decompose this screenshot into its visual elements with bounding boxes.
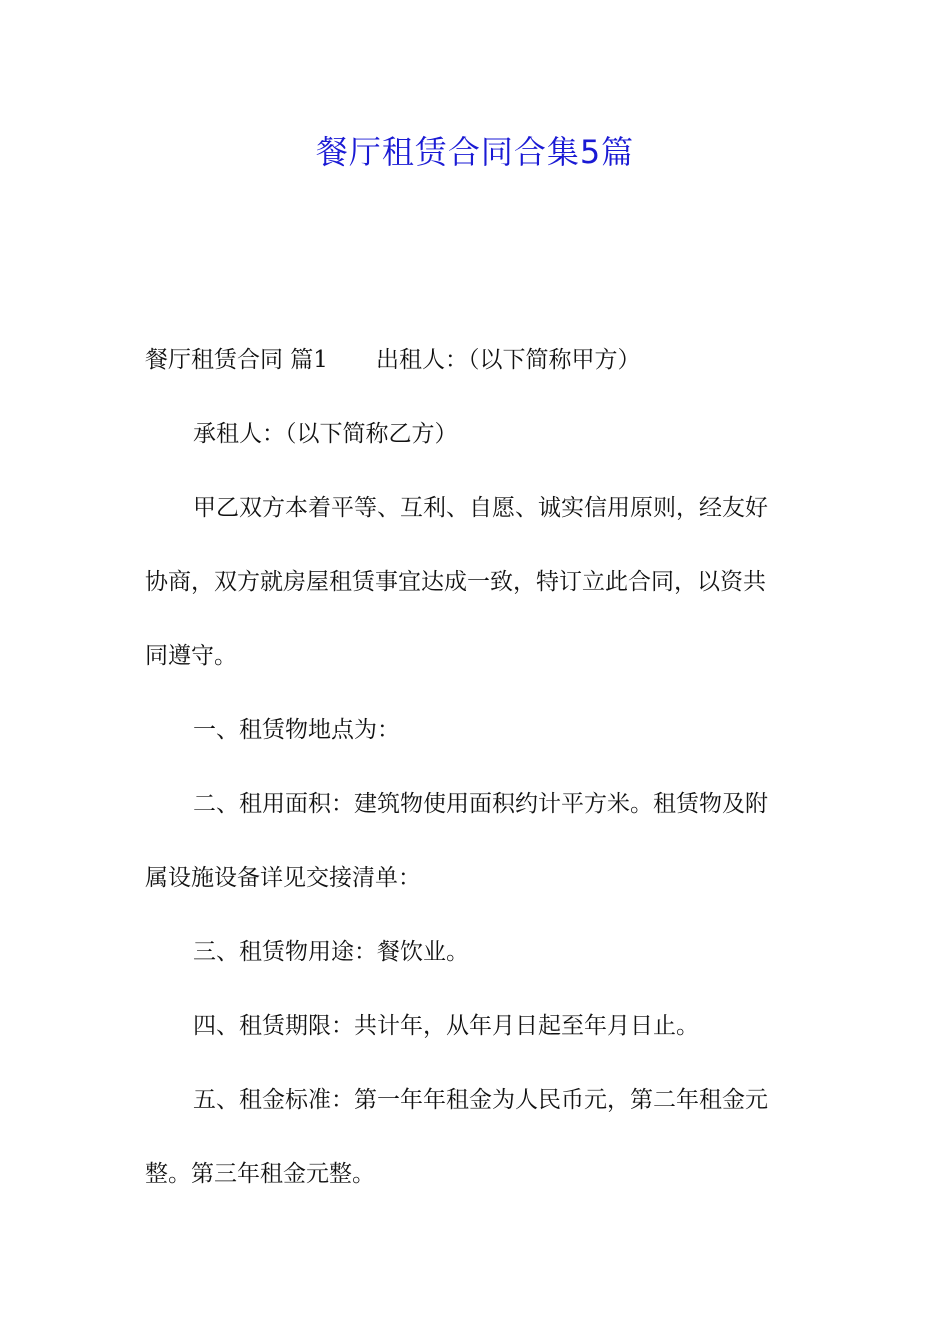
clause-2-continued: 属设施设备详见交接清单： xyxy=(145,865,421,891)
paragraph-line: 甲乙双方本着平等、互利、自愿、诚实信用原则，经友好 xyxy=(193,495,768,521)
clause-2: 二、租用面积：建筑物使用面积约计平方米。租赁物及附 xyxy=(193,791,768,817)
paragraph-line: 同遵守。 xyxy=(145,643,237,669)
clause-1: 一、租赁物地点为： xyxy=(193,717,400,743)
document-title: 餐厅租赁合同合集5篇 xyxy=(315,133,635,171)
clause-5-continued: 整。第三年租金元整。 xyxy=(145,1161,375,1187)
paragraph-line: 协商，双方就房屋租赁事宜达成一致，特订立此合同，以资共 xyxy=(145,569,766,595)
clause-5: 五、租金标准：第一年年租金为人民币元，第二年租金元 xyxy=(193,1087,768,1113)
clause-3: 三、租赁物用途：餐饮业。 xyxy=(193,939,469,965)
document-body xyxy=(145,335,805,1199)
section-heading: 餐厅租赁合同 篇1 xyxy=(145,347,328,373)
clause-4: 四、租赁期限：共计年，从年月日起至年月日止。 xyxy=(193,1013,699,1039)
first-line xyxy=(145,335,805,385)
lessor-line: 出租人：（以下简称甲方） xyxy=(375,347,641,373)
lessee-line: 承租人：（以下简称乙方） xyxy=(193,421,458,447)
